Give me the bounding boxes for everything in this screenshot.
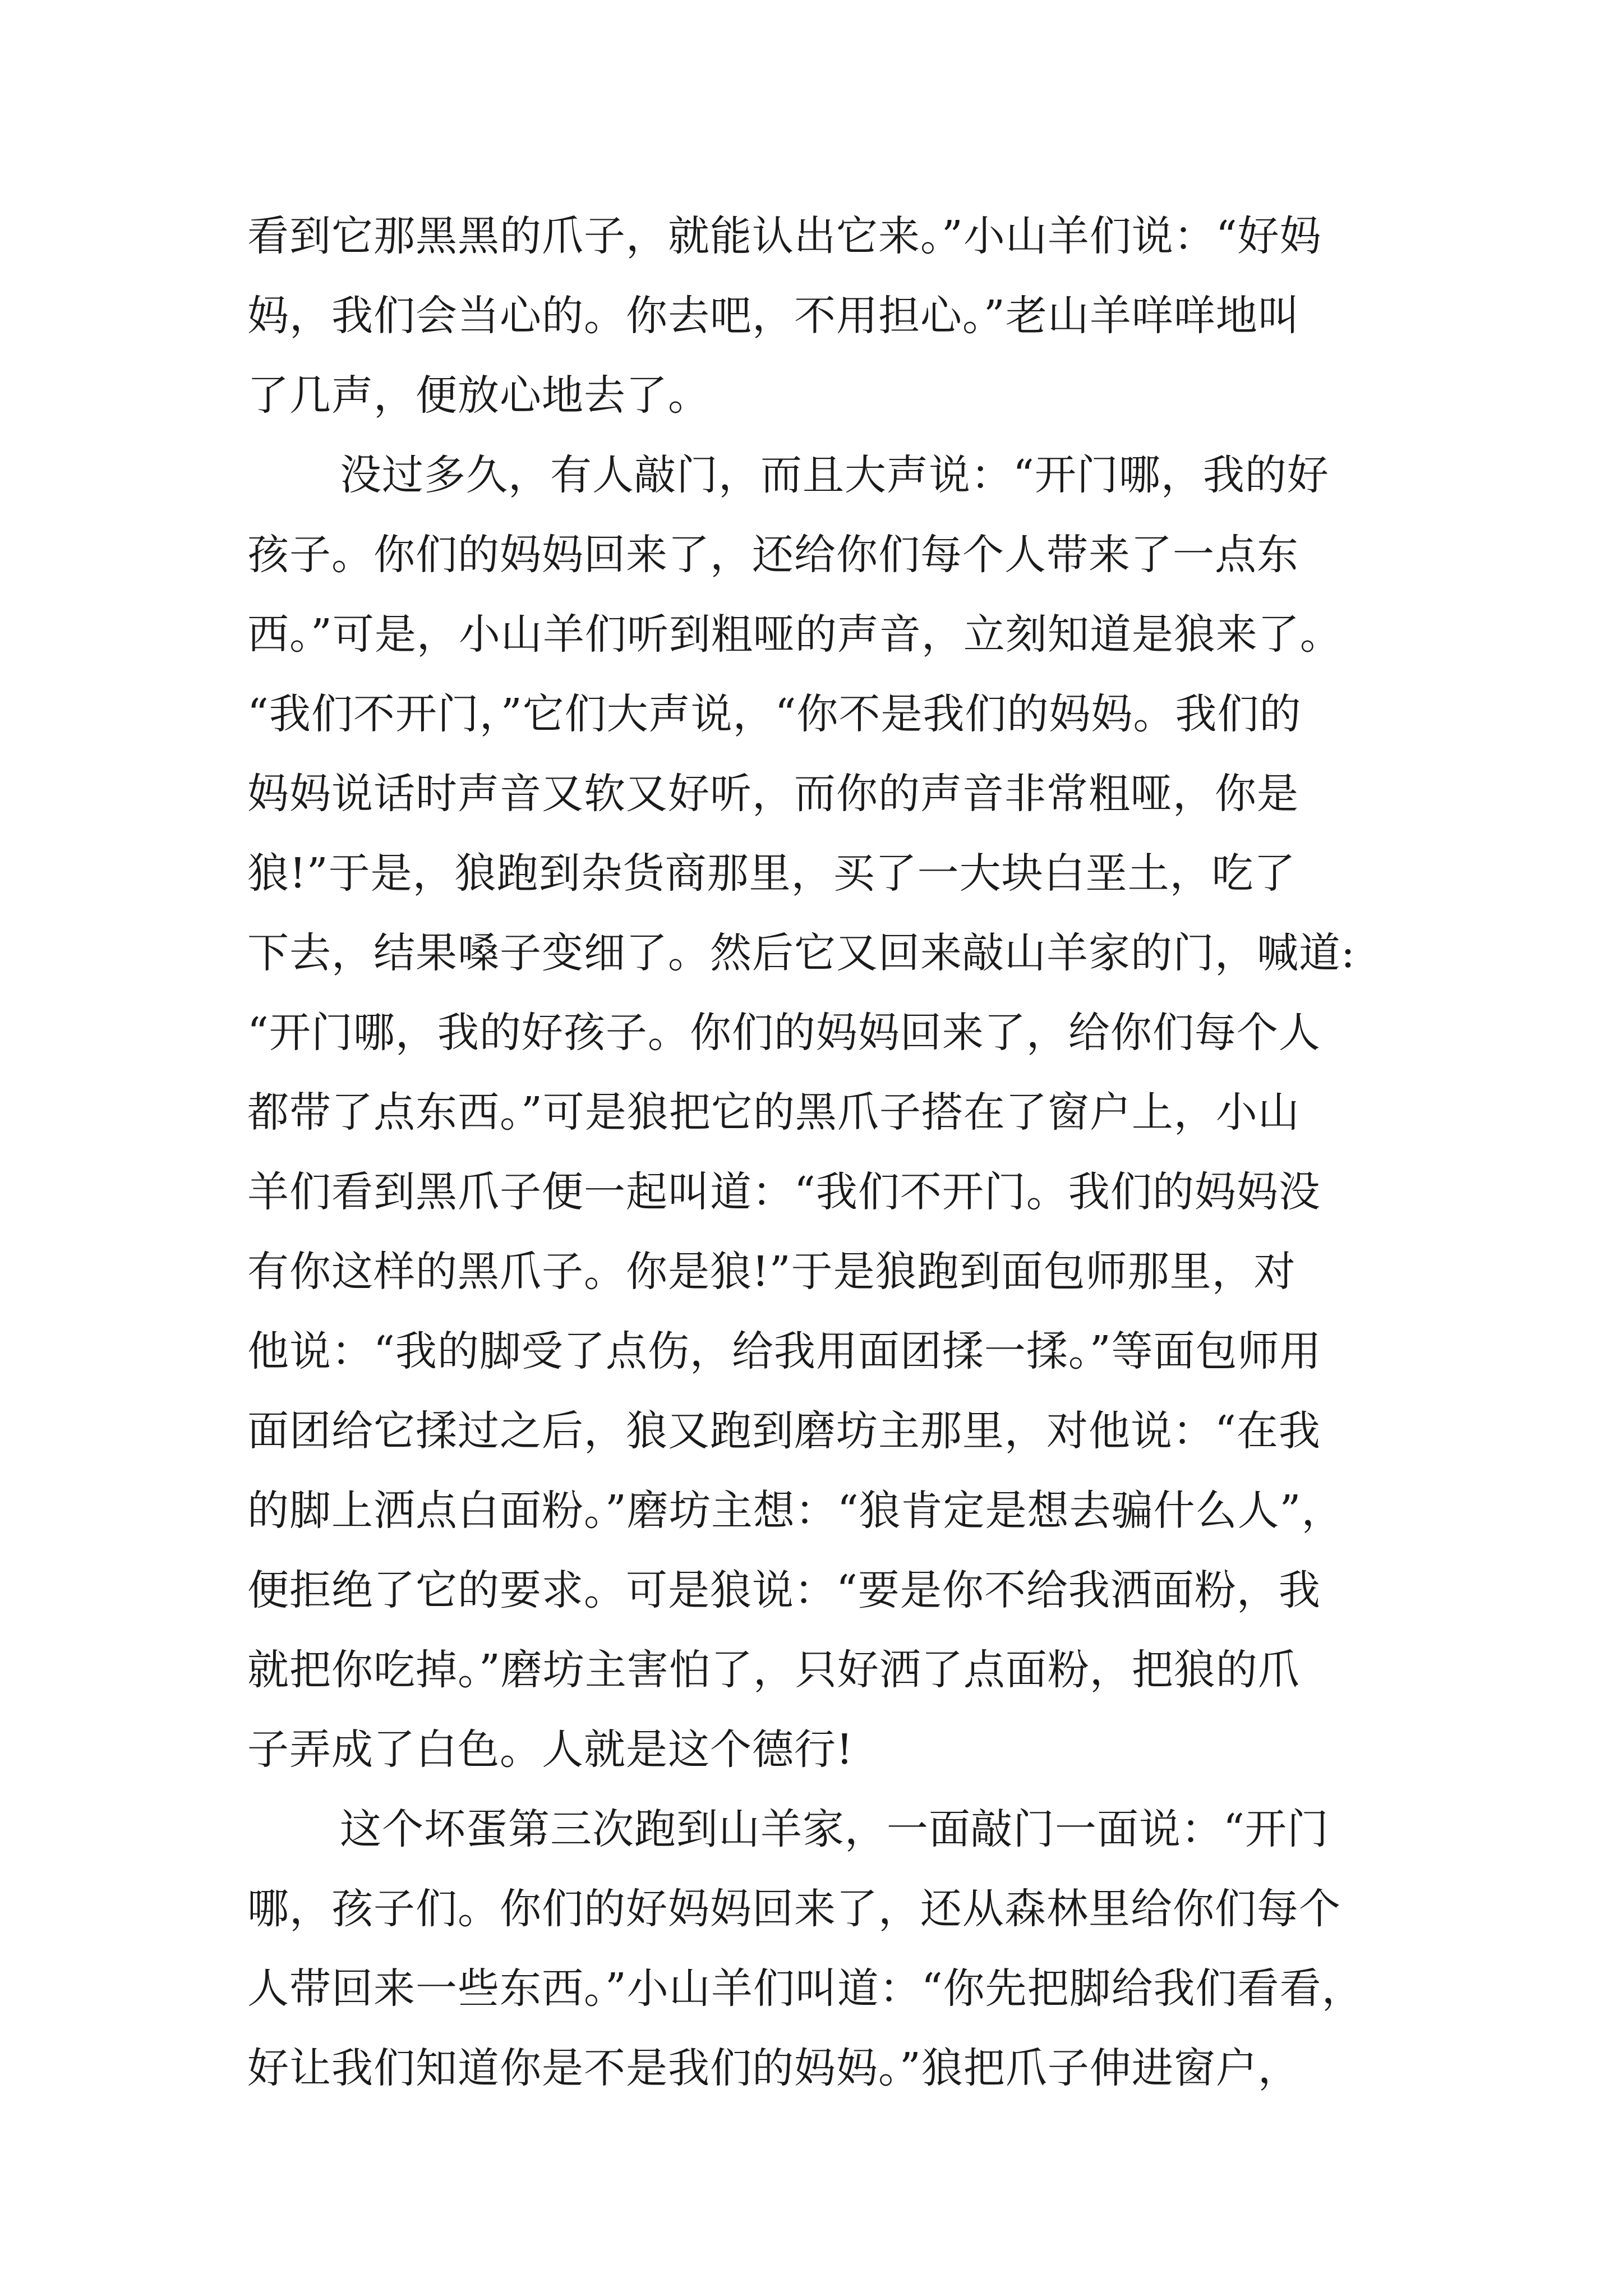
text-line: 孩子。你们的妈妈回来了，还给你们每个人带来了一点东 [247, 531, 1299, 579]
text-line: 都带了点东西。”可是狼把它的黑爪子搭在了窗户上，小山 [247, 1088, 1300, 1137]
text-line: 哪，孩子们。你们的好妈妈回来了，还从森林里给你们每个 [247, 1885, 1341, 1933]
text-line: 看到它那黑黑的爪子，就能认出它来。”小山羊们说：“好妈 [247, 212, 1322, 260]
text-line: 的脚上洒点白面粉。”磨坊主想：“狼肯定是想去骗什么人”， [247, 1487, 1344, 1535]
text-line: 狼!”于是，狼跑到杂货商那里，买了一大块白垩土，吃了 [247, 849, 1296, 898]
text-line: 有你这样的黑爪子。你是狼!”于是狼跑到面包师那里，对 [247, 1248, 1296, 1296]
text-line: “我们不开门，”它们大声说，“你不是我们的妈妈。我们的 [247, 690, 1302, 738]
text-line: 下去，结果嗓子变细了。然后它又回来敲山羊家的门，喊道: [247, 929, 1355, 977]
paragraph-first-line: 没过多久，有人敲门，而且大声说：“开门哪，我的好 [340, 451, 1329, 499]
text-line: 人带回来一些东西。”小山羊们叫道：“你先把脚给我们看看， [247, 1964, 1364, 2013]
text-line: 面团给它揉过之后，狼又跑到磨坊主那里，对他说：“在我 [247, 1407, 1321, 1455]
paragraph-first-line: 这个坏蛋第三次跑到山羊家，一面敲门一面说：“开门 [340, 1805, 1329, 1853]
text-line: 妈妈说话时声音又软又好听，而你的声音非常粗哑，你是 [247, 770, 1299, 818]
body-text [247, 196, 1425, 2108]
text-line: 就把你吃掉。”磨坊主害怕了，只好洒了点面粉，把狼的爪 [247, 1646, 1300, 1694]
text-line: 子弄成了白色。人就是这个德行! [247, 1726, 854, 1774]
text-line: 便拒绝了它的要求。可是狼说：“要是你不给我洒面粉，我 [247, 1566, 1321, 1614]
text-line: 西。”可是，小山羊们听到粗哑的声音，立刻知道是狼来了。 [247, 610, 1342, 659]
text-line: 他说：“我的脚受了点伤，给我用面团揉一揉。”等面包师用 [247, 1327, 1322, 1375]
text-line: 好让我们知道你是不是我们的妈妈。”狼把爪子伸进窗户， [247, 2044, 1300, 2092]
text-line: “开门哪，我的好孩子。你们的妈妈回来了，给你们每个人 [247, 1009, 1321, 1057]
text-line: 了几声，便放心地去了。 [247, 371, 710, 420]
text-line: 妈，我们会当心的。你去吧，不用担心。”老山羊咩咩地叫 [247, 292, 1300, 340]
text-line: 羊们看到黑爪子便一起叫道：“我们不开门。我们的妈妈没 [247, 1168, 1321, 1216]
